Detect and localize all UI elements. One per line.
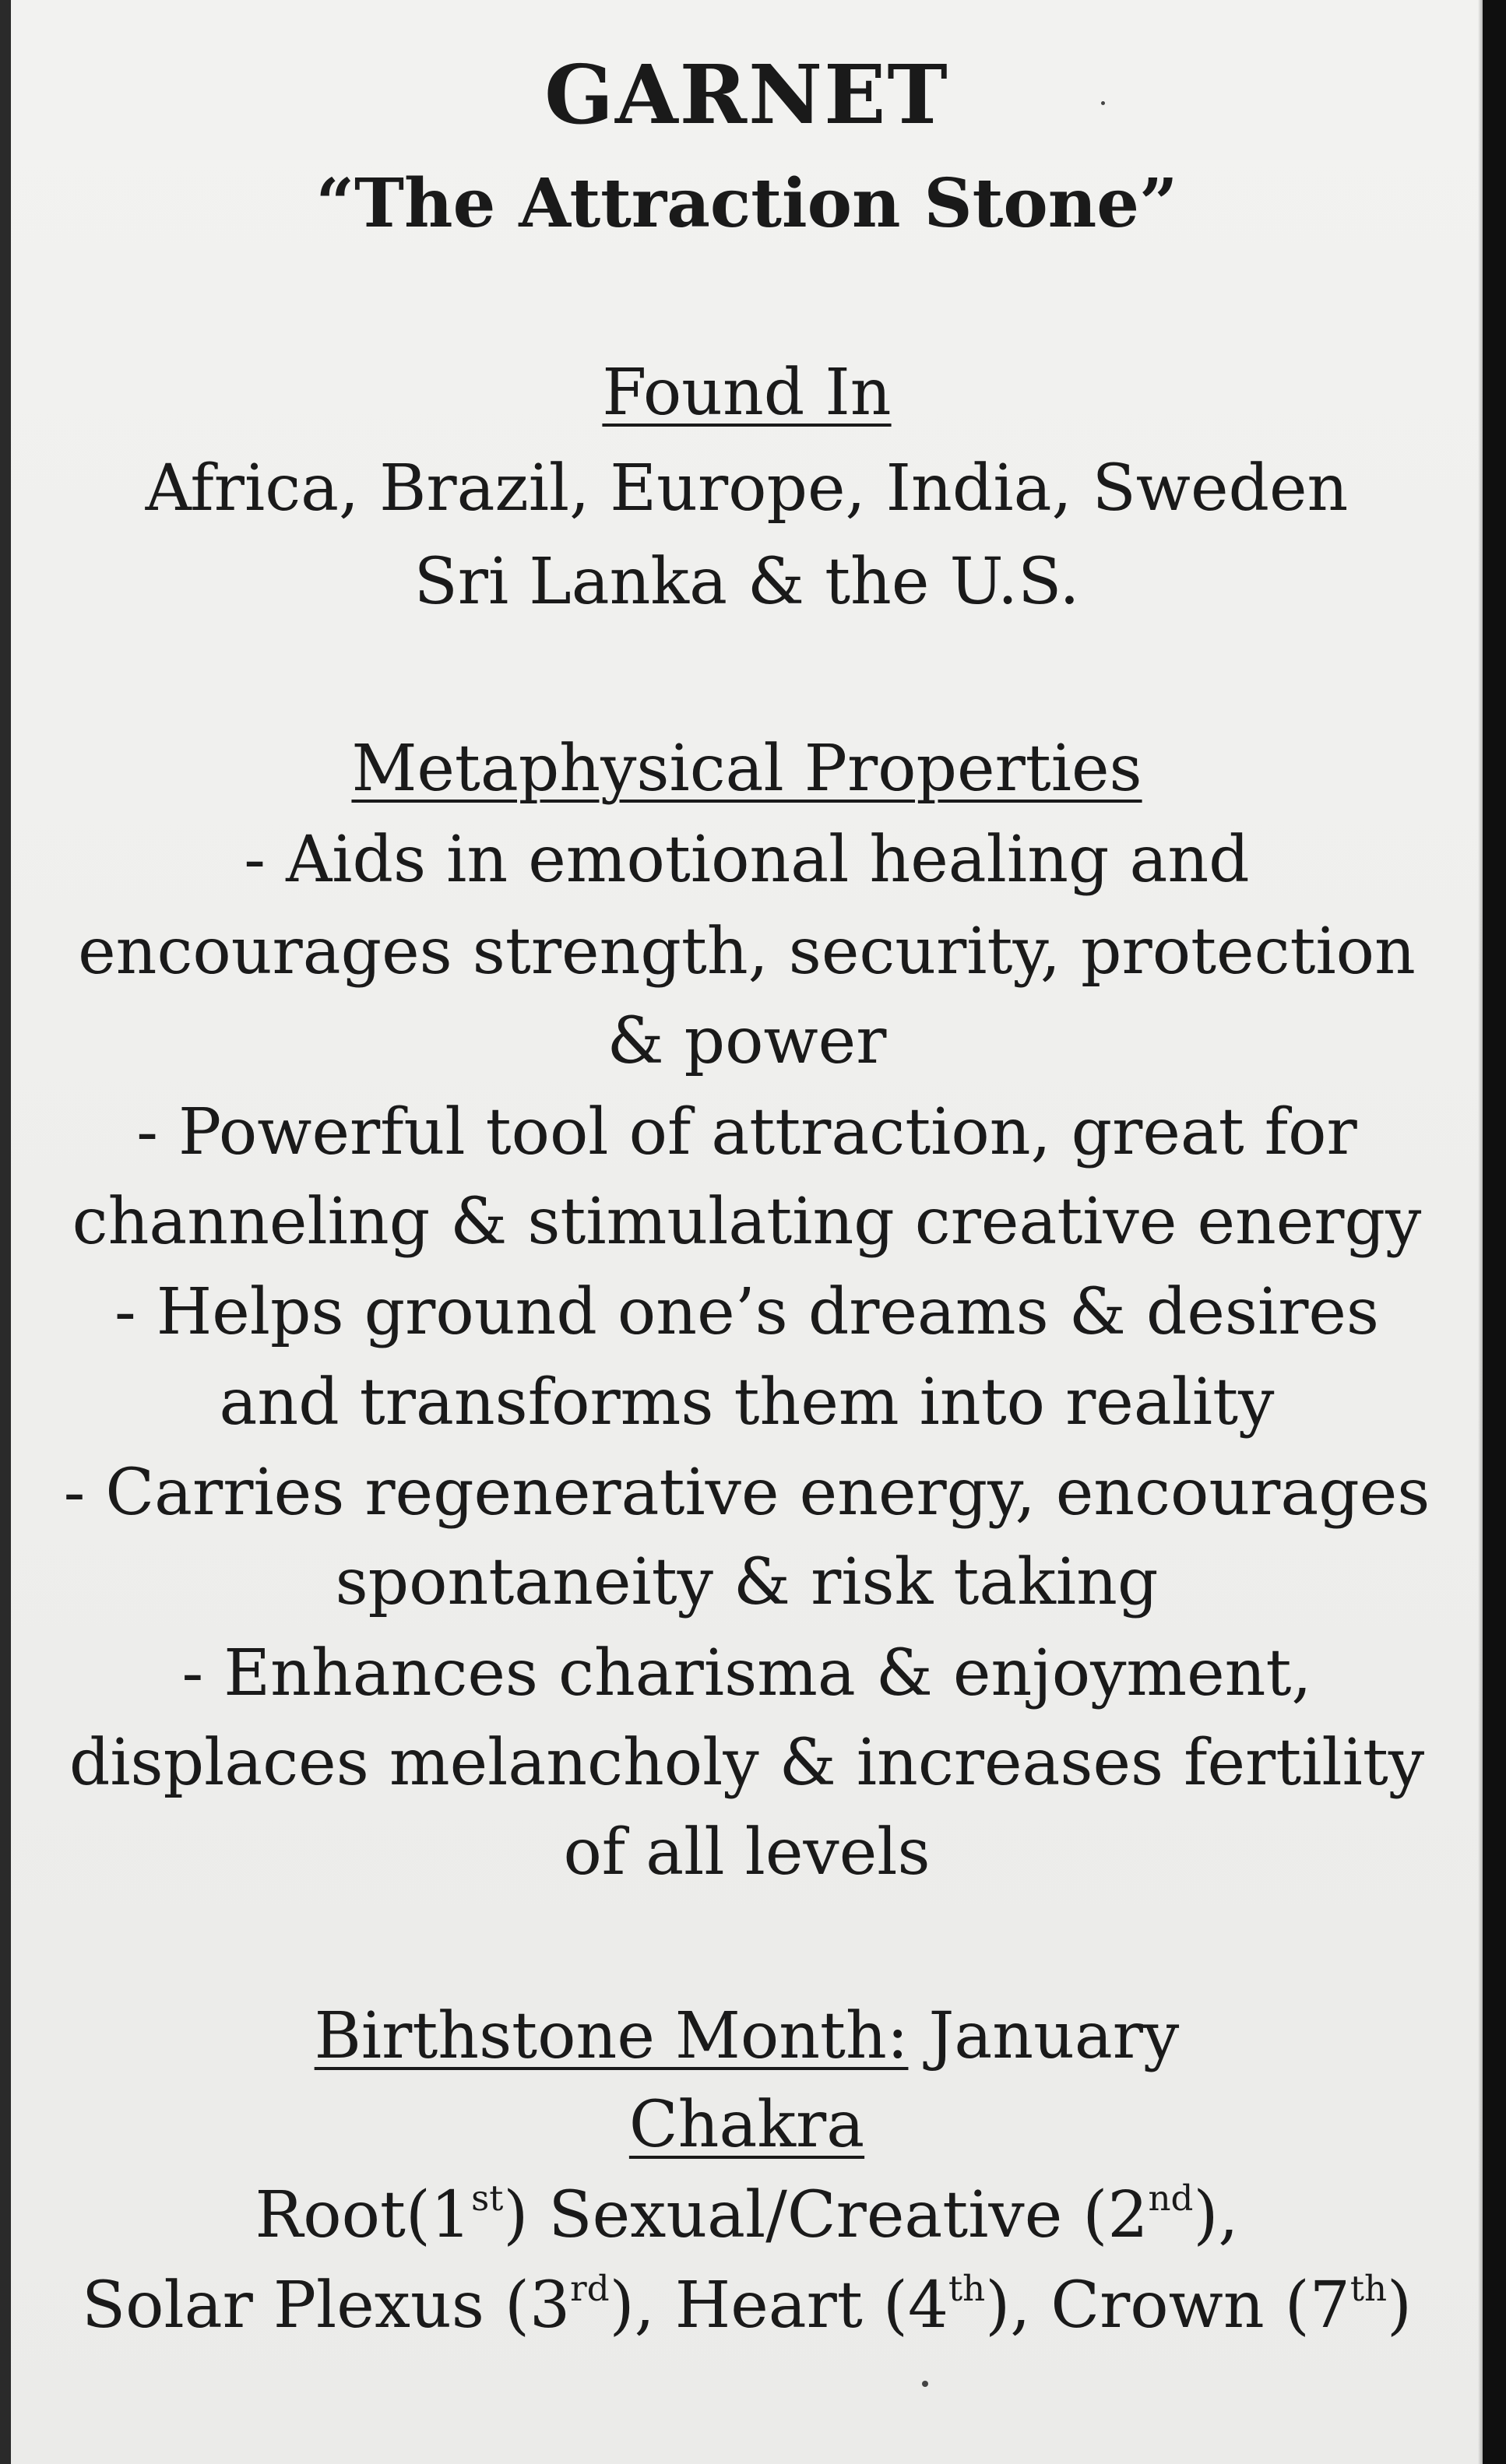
chakra-heading: Chakra bbox=[628, 2088, 865, 2162]
property-line: channeling & stimulating creative energy bbox=[72, 1185, 1422, 1259]
found-in-heading: Found In bbox=[602, 356, 892, 430]
property-line: and transforms them into reality bbox=[219, 1366, 1275, 1439]
chakra-solar-ordinal: rd bbox=[570, 2268, 610, 2310]
right-edge-shadow bbox=[1483, 0, 1506, 2464]
property-line: - Powerful tool of attraction, great for bbox=[136, 1095, 1357, 1169]
found-in-line: Sri Lanka & the U.S. bbox=[413, 545, 1080, 619]
chakra-heart: ), Heart (4 bbox=[609, 2269, 949, 2343]
chakra-sexual-ordinal: nd bbox=[1148, 2178, 1194, 2220]
property-line: displaces melancholy & increases fertility bbox=[69, 1726, 1425, 1800]
property-line: of all levels bbox=[563, 1815, 931, 1889]
metaphysical-heading: Metaphysical Properties bbox=[351, 732, 1142, 806]
chakra-crown-ordinal: th bbox=[1349, 2268, 1388, 2310]
found-in-line: Africa, Brazil, Europe, India, Sweden bbox=[145, 452, 1349, 525]
chakra-crown-end: ) bbox=[1387, 2269, 1413, 2343]
paper-speck bbox=[922, 2381, 928, 2387]
chakra-line bbox=[11, 2267, 1483, 2345]
birthstone-value: January bbox=[928, 1999, 1180, 2073]
chakra-sexual-end: ), bbox=[1193, 2178, 1239, 2252]
property-line: encourages strength, security, protection bbox=[78, 915, 1416, 989]
chakra-sexual: ) Sexual/Creative (2 bbox=[503, 2178, 1149, 2252]
stone-subtitle: “The Attraction Stone” bbox=[315, 164, 1178, 243]
birthstone-label: Birthstone Month: bbox=[314, 1999, 909, 2073]
property-line: spontaneity & risk taking bbox=[335, 1545, 1159, 1619]
property-line: - Enhances charisma & enjoyment, bbox=[181, 1636, 1312, 1710]
property-line: - Aids in emotional healing and bbox=[244, 823, 1250, 897]
birthstone-line bbox=[11, 1998, 1483, 2076]
chakra-root: Root(1 bbox=[255, 2178, 472, 2252]
garnet-card bbox=[11, 0, 1483, 2464]
property-line: - Helps ground one’s dreams & desires bbox=[114, 1275, 1380, 1349]
chakra-line bbox=[11, 2177, 1483, 2255]
chakra-solar: Solar Plexus (3 bbox=[81, 2269, 571, 2343]
left-edge-shadow bbox=[0, 0, 11, 2464]
chakra-crown: ), Crown (7 bbox=[985, 2269, 1350, 2343]
paper-speck bbox=[1101, 101, 1105, 105]
stone-title: GARNET bbox=[544, 47, 949, 142]
chakra-root-ordinal: st bbox=[471, 2178, 504, 2220]
chakra-heart-ordinal: th bbox=[948, 2268, 986, 2310]
property-line: & power bbox=[607, 1004, 887, 1078]
property-line: - Carries regenerative energy, encourages bbox=[63, 1456, 1430, 1530]
